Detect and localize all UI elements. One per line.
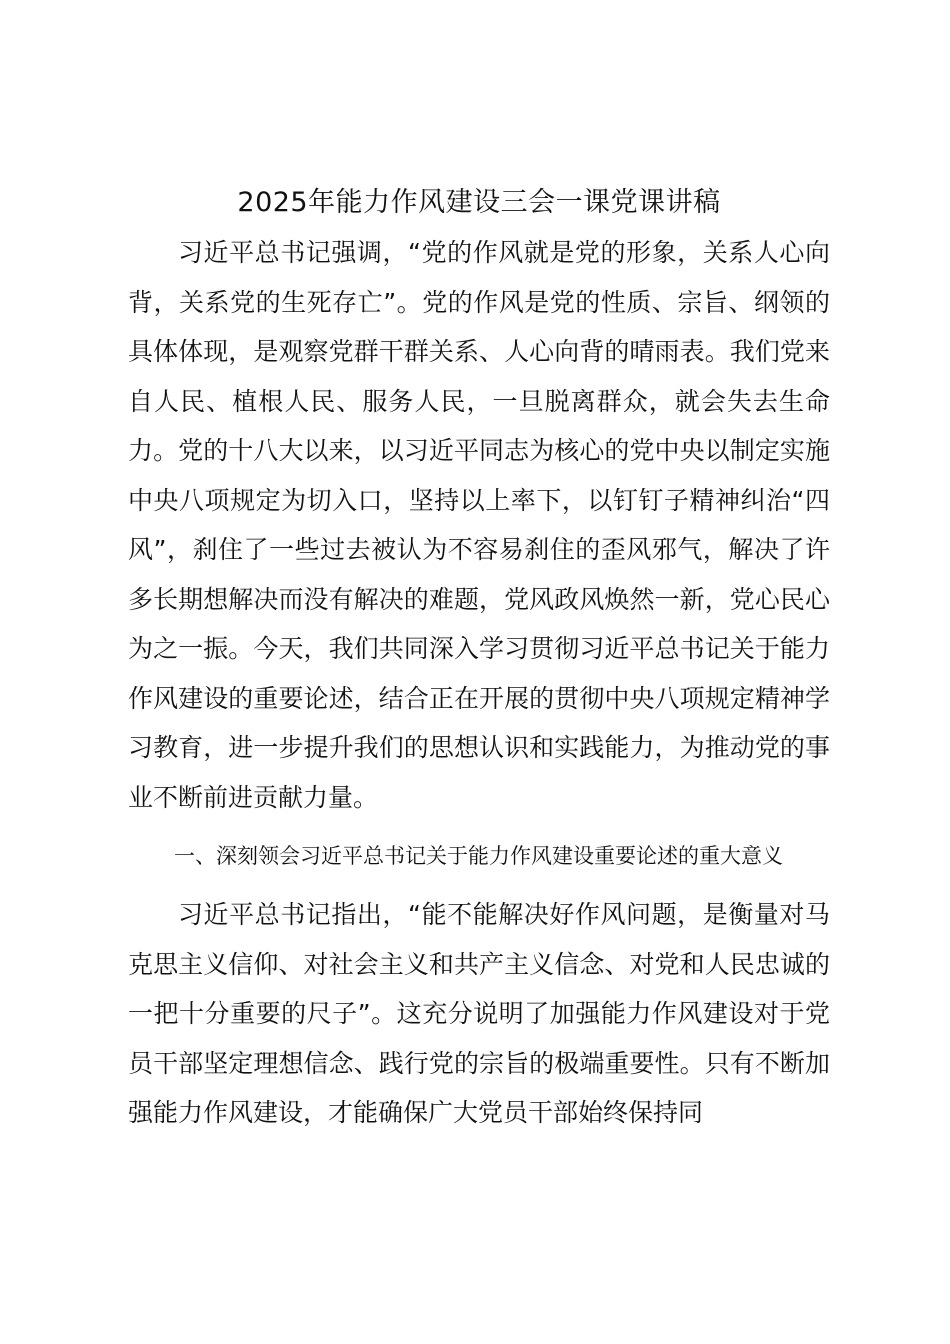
document-body — [128, 178, 830, 1138]
section-heading: 一、深刻领会习近平总书记关于能力作风建设重要论述的重大意义 — [174, 844, 783, 868]
intro-paragraph: 习近平总书记强调，“党的作风就是党的形象，关系人心向背，关系党的生死存亡”。党的作风是党的性质、宗旨、纲领的具体体现，是观察党群干群关系、人心向背的晴雨表。我们党来自人民、植根人民、服务人民，一旦脱离群众，就会失去生命力。党的十八大以来，以习近平同志为核心的党中央以制定实施中央八项规定为切入口，坚持以上率下，以钉钉子精神纠治“四风”，刹住了一些过去被认为不容易刹住的歪风邪气，解决了许多长期想解决而没有解决的难题，党风政风焕然一新，党心民心为之一振。今天，我们共同深入学习贯彻习近平总书记关于能力作风建设的重要论述，结合正在开展的贯彻中央八项规定精神学习教育，进一步提升我们的思想认识和实践能力，为推动党的事业不断前进贡献力量。 — [128, 238, 830, 812]
document-title: 2025年能力作风建设三会一课党课讲稿 — [237, 187, 721, 218]
section-paragraph: 习近平总书记指出，“能不能解决好作风问题，是衡量对马克思主义信仰、对社会主义和共产主义信念、对党和人民忠诚的一把十分重要的尺子”。这充分说明了加强能力作风建设对于党员干部坚定理想信念、践行党的宗旨的极端重要性。只有不断加强能力作风建设，才能确保广大党员干部始终保持同 — [128, 900, 830, 1127]
